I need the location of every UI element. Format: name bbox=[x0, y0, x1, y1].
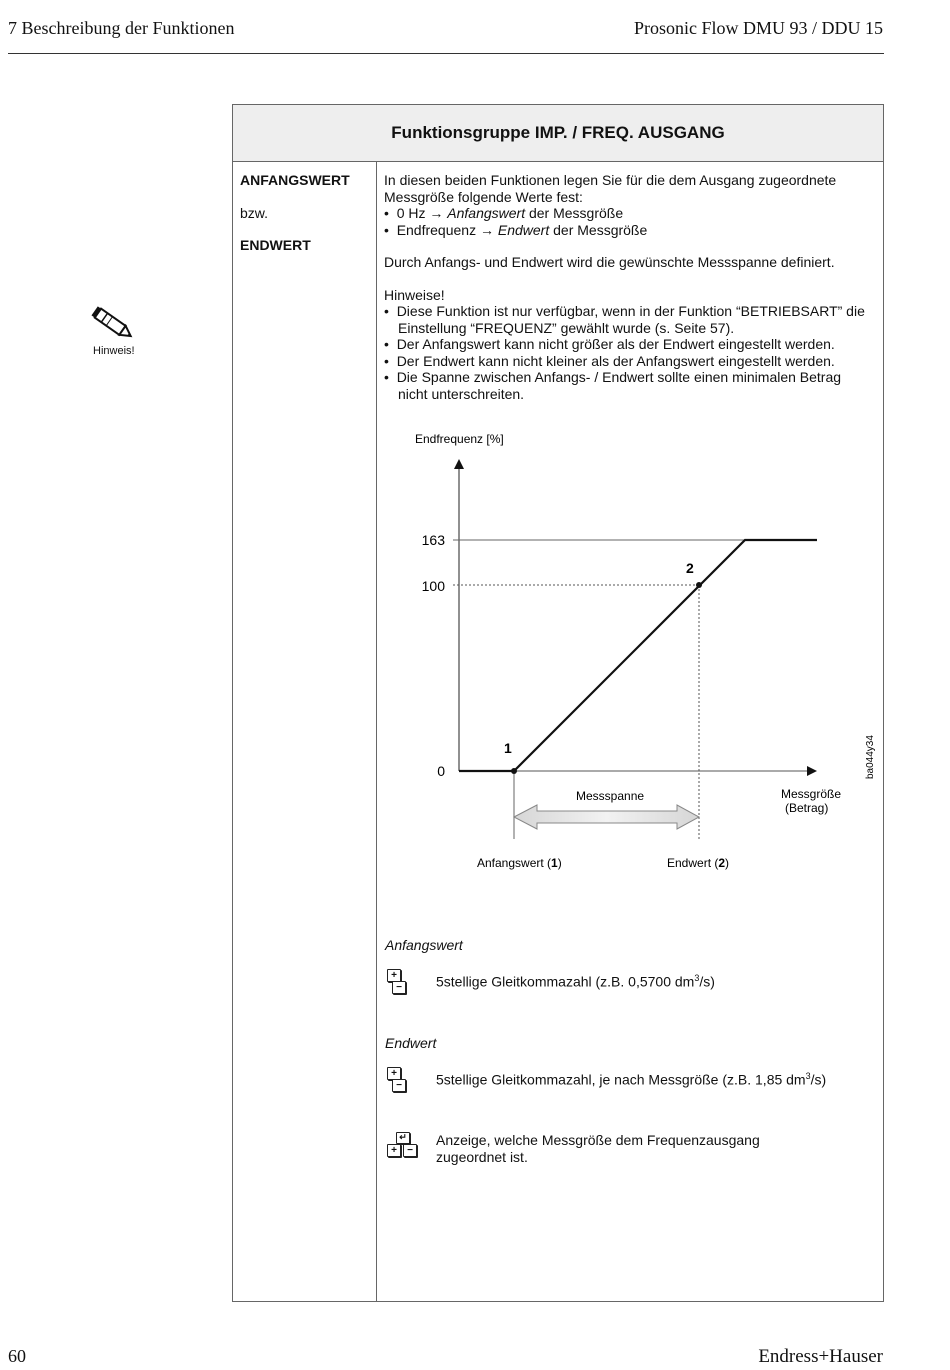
label-endwert: ENDWERT bbox=[240, 237, 311, 253]
chapter-heading: 7 Beschreibung der Funktionen bbox=[8, 18, 235, 38]
function-table bbox=[232, 104, 884, 1302]
figure-id: ba044y34 bbox=[865, 735, 876, 779]
start-label: Anfangswert (1) bbox=[477, 856, 562, 870]
note-item: • Die Spanne zwischen Anfangs- / Endwert sollte einen minimalen Betrag nicht unterschreiten. bbox=[384, 369, 842, 402]
brand-name: Endress+Hauser bbox=[758, 1346, 883, 1367]
note-label: Hinweis! bbox=[93, 345, 135, 357]
end-label: Endwert (2) bbox=[667, 856, 730, 870]
y-tick-100: 100 bbox=[421, 578, 445, 594]
endwert-desc: 5stellige Gleitkommazahl, je nach Messgröße (z.B. 1,85 $dm^3/s$) bbox=[436, 1071, 827, 1088]
point-1 bbox=[511, 768, 517, 774]
frequency-diagram bbox=[377, 425, 882, 885]
description-block bbox=[384, 172, 874, 402]
display-desc: Anzeige, welche Messgröße dem Frequenzausgang zugeordnet ist. bbox=[436, 1132, 760, 1165]
note-item: • Der Anfangswert kann nicht größer als der Endwert eingestellt werden. bbox=[384, 336, 835, 352]
y-tick-163: 163 bbox=[421, 532, 445, 548]
y-axis-label: Endfrequenz [%] bbox=[415, 432, 504, 446]
plus-key-icon: + bbox=[387, 1067, 401, 1080]
definition-text: Durch Anfangs- und Endwert wird die gewünschte Messspanne definiert. bbox=[384, 254, 835, 270]
point-2-label: 2 bbox=[686, 560, 694, 576]
minus-key-icon: − bbox=[392, 1079, 406, 1092]
plus-key-icon: + bbox=[387, 969, 401, 982]
notes-heading: Hinweise! bbox=[384, 286, 445, 303]
minus-key-icon: − bbox=[392, 981, 406, 994]
pencil-note-icon bbox=[88, 303, 140, 347]
page-number: 60 bbox=[8, 1346, 26, 1366]
point-1-label: 1 bbox=[504, 740, 512, 756]
y-tick-0: 0 bbox=[437, 763, 445, 779]
endwert-title: Endwert bbox=[385, 1035, 437, 1051]
label-anfangswert: ANFANGSWERT bbox=[240, 172, 350, 188]
intro-line-1: In diesen beiden Funktionen legen Sie für die dem Ausgang zugeordnete bbox=[384, 172, 837, 188]
plus-minus-keys-icon bbox=[385, 1067, 409, 1095]
x-axis-label-2: (Betrag) bbox=[785, 801, 829, 815]
plus-minus-keys-icon bbox=[385, 969, 409, 997]
key-combination-icon bbox=[385, 1132, 421, 1160]
label-connector: bzw. bbox=[240, 205, 269, 221]
x-axis-label-1: Messgröße bbox=[781, 787, 842, 801]
minus-key-icon: − bbox=[403, 1144, 417, 1157]
x-axis-arrow bbox=[807, 766, 817, 776]
note-item: • Diese Funktion ist nur verfügbar, wenn in der Funktion “BETRIEBSART” die Einstellung “FREQUENZ” gewählt wurde (s. Seite 57). bbox=[384, 303, 865, 336]
intro-line-2: Messgröße folgende Werte fest: bbox=[384, 188, 583, 205]
note-item: • Der Endwert kann nicht kleiner als der Anfangswert eingestellt werden. bbox=[384, 352, 835, 369]
output-curve bbox=[459, 540, 817, 771]
anfangswert-desc: 5stellige Gleitkommazahl (z.B. 0,5700 $dm^3/s$) bbox=[436, 973, 715, 990]
plus-key-icon: + bbox=[387, 1144, 401, 1157]
enter-key-icon: ↵ bbox=[396, 1132, 410, 1144]
bullet-start: • 0 Hz → Anfangswert der Messgröße bbox=[384, 205, 624, 221]
document-title: Prosonic Flow DMU 93 / DDU 15 bbox=[633, 18, 883, 38]
anfangswert-title: Anfangswert bbox=[385, 937, 463, 953]
y-axis-arrow bbox=[454, 459, 464, 469]
span-arrow bbox=[514, 805, 699, 829]
span-label: Messspanne bbox=[576, 789, 645, 803]
header-rule bbox=[8, 53, 884, 54]
bullet-end: • Endfrequenz → Endwert der Messgröße bbox=[384, 221, 648, 238]
point-2 bbox=[696, 582, 702, 588]
table-title: Funktionsgruppe IMP. / FREQ. AUSGANG bbox=[233, 105, 883, 162]
